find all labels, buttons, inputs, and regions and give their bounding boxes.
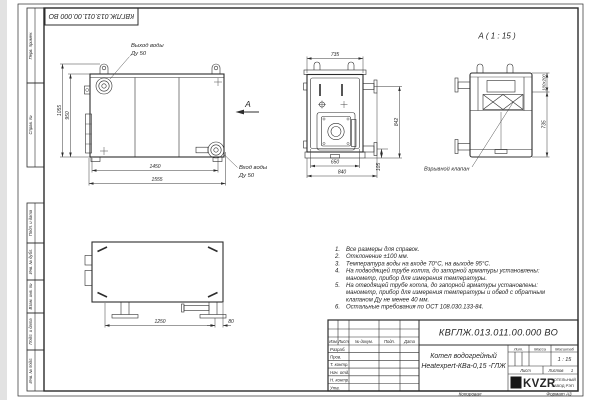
product-name-line1: Котел водогрейный xyxy=(430,353,497,360)
col-header-data: Дата xyxy=(404,339,415,344)
dim-842: 842 xyxy=(394,117,400,127)
dim-1250: 1250 xyxy=(154,319,166,325)
massa-header: Масса xyxy=(534,346,546,352)
note-line: Остальные требования по ОСТ 108.030.133-84. xyxy=(346,304,484,311)
product-name-line2: Heatexpert-КВа-0,15 -ГЛЖ xyxy=(421,363,506,370)
footer-format: Формат А3 xyxy=(546,391,572,397)
valve-label-text: Взрывной клапан xyxy=(424,166,470,173)
note-line: На отводящей трубе котла, до запорной арматуры установлены: xyxy=(346,283,538,289)
note-line: клапаном Ду не менее 40 мм. xyxy=(346,297,430,304)
frame-field-inv-dubl: Инв. № дубл. xyxy=(28,248,33,275)
frame-field-inv-podl: Инв. № подл. xyxy=(28,357,33,384)
logo-text: KVZR xyxy=(523,378,556,390)
note-line: Отклонение ±100 мм. xyxy=(346,254,409,261)
frame-field-vzam-inv: Взам. инв. № xyxy=(28,283,33,310)
note-line: Все размеры для справок. xyxy=(346,247,420,253)
row-utv: Утв. xyxy=(330,385,340,391)
view-arrow-letter: А xyxy=(245,99,251,109)
designation-stamp-text: КВГЛЖ.013.011.00.000 ВО xyxy=(48,12,135,20)
note-number: 2. xyxy=(334,254,340,261)
logo-mark-icon xyxy=(511,377,522,389)
scan-edge xyxy=(0,0,7,400)
footer-kopiroval: Копировал xyxy=(458,391,482,397)
frame-field-sprav-no: Справ. № xyxy=(28,115,33,135)
dim-650: 650 xyxy=(330,159,340,166)
masshtab-header: Масштаб xyxy=(555,346,574,352)
list-label: Лист xyxy=(520,367,531,373)
frame-field-podp-data-top: Подп. и дата xyxy=(28,209,33,237)
dim-735: 735 xyxy=(330,52,340,58)
col-header-doc: № докум. xyxy=(354,339,374,344)
note-number: 6. xyxy=(334,304,340,311)
row-nkontr: Н. контр. xyxy=(330,377,350,383)
note-line: На подводящей трубе котла, до запорной арматуры установлены: xyxy=(346,268,540,275)
company-line1: КОТЕЛЬНЫЙ xyxy=(551,377,576,382)
row-nachotd: Нач. отд. xyxy=(330,369,350,375)
inlet-label-line1: Вход воды xyxy=(239,165,268,171)
lit-header: Лит. xyxy=(513,346,524,352)
inlet-label-line2: Ду 50 xyxy=(239,173,255,179)
col-header-podp: Подп. xyxy=(384,339,395,344)
dim-735-detail: 735 xyxy=(541,120,548,129)
note-number: 1. xyxy=(334,247,340,253)
note-number: 4. xyxy=(334,268,340,275)
row-tkontr: Т. контр. xyxy=(330,362,349,368)
note-number: 5. xyxy=(334,283,340,289)
note-line: манометр, прибор для измерения температуры. xyxy=(346,275,488,282)
title-block-designation: КВГЛЖ.013.011.00.000 ВО xyxy=(438,327,559,338)
row-razrab: Разраб. xyxy=(330,346,346,352)
note-line: Температура воды на входе 70°С, на выходе 95°С. xyxy=(346,261,491,268)
dim-840: 840 xyxy=(337,169,347,176)
detail-view-title: А ( 1 : 15 ) xyxy=(478,31,516,41)
col-header-list: Лист xyxy=(338,339,349,344)
dim-950: 950 xyxy=(65,111,71,120)
listov-label: Листов xyxy=(548,367,564,373)
dim-80: 80 xyxy=(228,319,234,325)
dim-100x200: 100х200 xyxy=(541,74,547,91)
col-header-izm: Изм xyxy=(329,339,337,344)
outlet-label-line2: Ду 50 xyxy=(131,51,147,57)
note-line: манометр, прибор для измерения температуры и обвод с обратным xyxy=(346,290,545,297)
frame-field-perv-primen: Перв. примен. xyxy=(28,31,33,60)
dim-1555: 1555 xyxy=(151,177,163,183)
dim-105: 105 xyxy=(376,162,382,172)
note-number: 3. xyxy=(334,261,340,268)
dim-1450: 1450 xyxy=(149,164,161,170)
row-prov: Пров. xyxy=(330,354,342,360)
scale-value: 1 : 15 xyxy=(557,357,572,363)
listov-value: 1 xyxy=(570,367,574,373)
dim-1055: 1055 xyxy=(57,104,63,117)
frame-field-podp-data-bottom: Подп. и дата xyxy=(28,318,33,345)
outlet-label-line1: Выход воды xyxy=(131,43,164,49)
company-line2: ЗАВОД РЭП xyxy=(551,382,574,388)
